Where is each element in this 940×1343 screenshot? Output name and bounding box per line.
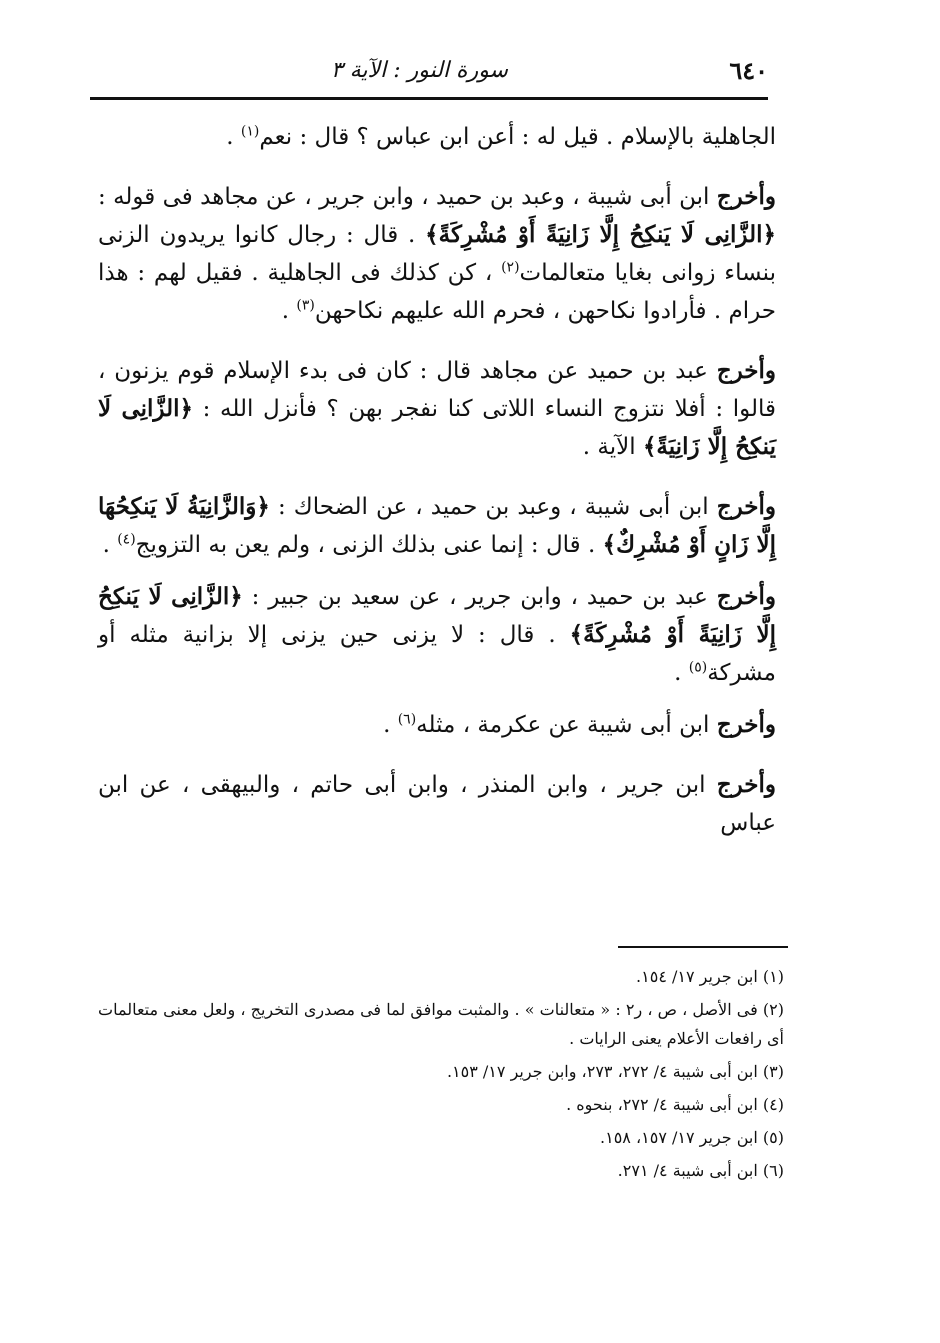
- footnote-4: (٤) ابن أبى شيبة ٤/ ٢٧٢، بنحوه .: [566, 1095, 784, 1114]
- quran-verse: ﴿الزَّانِى لَا يَنكِحُ إِلَّا زَانِيَةً﴾: [98, 395, 776, 460]
- paragraph-end: .: [102, 532, 118, 558]
- footnote-5: (٥) ابن جرير ١٧/ ١٥٧، ١٥٨.: [600, 1128, 784, 1147]
- lead-word: وأخرج: [716, 183, 776, 210]
- lead-word: وأخرج: [716, 771, 776, 798]
- paragraph-end: .: [383, 712, 398, 738]
- paragraph-1: [98, 118, 776, 156]
- footnote-ref: (٣): [296, 297, 315, 314]
- paragraph-text: ابن أبى شيبة عن عكرمة ، مثله: [416, 712, 717, 738]
- footnote-ref: (٦): [397, 711, 417, 728]
- footnote-1: (١) ابن جرير ١٧/ ١٥٤.: [636, 967, 784, 986]
- lead-word: وأخرج: [716, 493, 776, 520]
- paragraph-4: [98, 488, 776, 564]
- footnote-3: (٣) ابن أبى شيبة ٤/ ٢٧٢، ٢٧٣، وابن جرير ١٧/ ١٥٣.: [446, 1062, 784, 1081]
- paragraph-text: ابن أبى شيبة ، وعبد بن حميد ، عن الضحاك :: [269, 494, 717, 520]
- paragraph-5: [98, 578, 776, 692]
- paragraph-text: عبد بن حميد ، وابن جرير ، عن سعيد بن جبير :: [242, 584, 717, 610]
- lead-word: وأخرج: [716, 357, 776, 384]
- quran-verse: ﴿وَالزَّانِيَةُ لَا يَنكِحُهَا إِلَّا زَانٍ أَوْ مُشْرِكٌ﴾: [98, 493, 776, 558]
- paragraph-text: الآية .: [582, 434, 643, 460]
- footnote-rule: [618, 946, 788, 948]
- paragraph-text: . قال : إنما عنى بذلك الزنى ، ولم يعن به التزويج: [135, 532, 603, 558]
- paragraph-text: ابن جرير ، وابن المنذر ، وابن أبى حاتم ، والبيهقى ، عن ابن عباس: [98, 772, 776, 836]
- lead-word: وأخرج: [716, 711, 776, 738]
- paragraph-text: ، كن كذلك فى الجاهلية . فقيل لهم : هذا حرام . فأرادوا نكاحهن ، فحرم الله عليهم نكاحهن: [98, 260, 776, 324]
- paragraph-end: .: [674, 660, 689, 686]
- paragraph-7: [98, 766, 776, 842]
- footnote-2: (٢) فى الأصل ، ص ، ر٢ : « متعالنات » . والمثبت موافق لما فى مصدرى التخريج ، ولعل معنى متعالمات أى رافعات الأعلام يعنى الرايات .: [98, 1000, 784, 1048]
- header-rule: [90, 97, 768, 100]
- footnote-ref: (١): [240, 123, 260, 140]
- footnote-6: (٦) ابن أبى شيبة ٤/ ٢٧١.: [617, 1161, 784, 1180]
- paragraph-3: [98, 352, 776, 466]
- paragraph-text: . قال : رجال كانوا يريدون الزنى بنساء زوانى بغايا متعالمات: [98, 222, 776, 286]
- running-title: سورة النور : الآية ٣: [330, 58, 508, 83]
- footnotes: [98, 962, 784, 1189]
- paragraph-text: الجاهلية بالإسلام . قيل له : أعن ابن عباس ؟ قال : نعم: [259, 124, 776, 150]
- lead-word: وأخرج: [716, 583, 776, 610]
- paragraph-end: .: [281, 298, 297, 324]
- paragraph-text: ابن أبى شيبة ، وعبد بن حميد ، وابن جرير ، عن مجاهد فى قوله :: [98, 184, 717, 210]
- main-text: [98, 118, 776, 864]
- paragraph-text: عبد بن حميد عن مجاهد قال : كان فى بدء الإسلام قوم يزنون ، قالوا : أفلا نتزوج النساء اللاتى كنا نفجر بهن ؟ فأنزل الله :: [98, 358, 776, 422]
- footnote-ref: (٢): [501, 259, 520, 276]
- page-header: [90, 52, 768, 96]
- paragraph-6: [98, 706, 776, 744]
- quran-verse: ﴿الزَّانِى لَا يَنكِحُ إِلَّا زَانِيَةً أَوْ مُشْرِكَةً﴾: [98, 583, 777, 648]
- footnote-ref: (٤): [117, 531, 136, 548]
- paragraph-end: .: [226, 124, 241, 150]
- paragraph-2: [98, 178, 776, 330]
- page-number: ٦٤٠: [729, 56, 768, 85]
- footnote-ref: (٥): [688, 659, 708, 676]
- quran-verse: ﴿الزَّانِى لَا يَنكِحُ إِلَّا زَانِيَةً أَوْ مُشْرِكَةً﴾: [425, 221, 776, 248]
- paragraph-text: . قال : لا يزنى حين يزنى إلا بزانية مثله أو مشركة: [98, 622, 776, 686]
